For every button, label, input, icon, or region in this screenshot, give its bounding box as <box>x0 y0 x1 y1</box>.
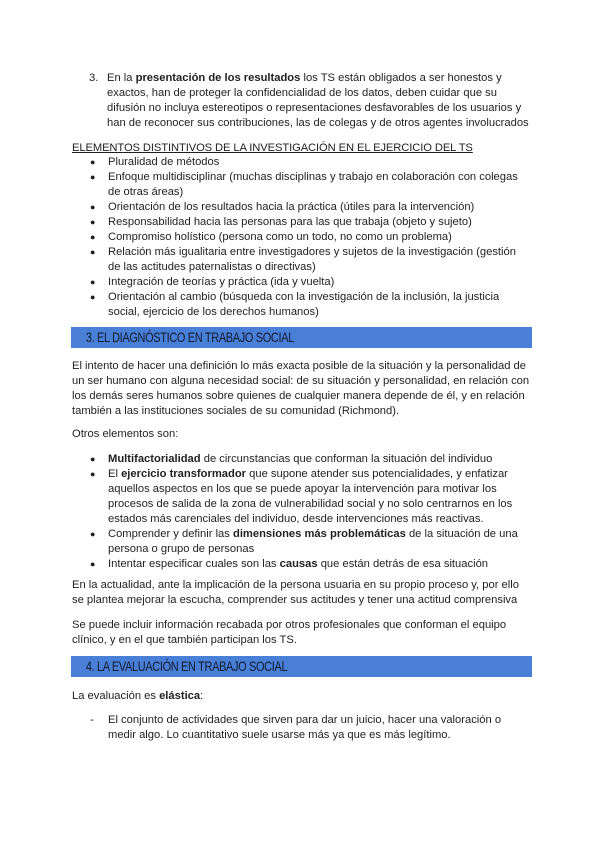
list-item <box>90 557 528 572</box>
item-text-pre: En la <box>107 72 136 84</box>
intro-bold: elástica <box>159 690 201 702</box>
list-item: ● Pluralidad de métodos <box>90 155 528 170</box>
section-4-intro <box>72 689 530 704</box>
evaluacion-list <box>90 713 528 743</box>
li-pre: El <box>108 468 122 480</box>
item-text-post: los TS están obligados a ser honestos y exactos, han de proteger la confidencialidad de los datos, deben cuidar que su difusión no incluya estereotipos o representaciones desfavorables de los usuarios y han de reconocer sus contribuciones, las de colegas y de otros agentes involucrados <box>107 72 529 129</box>
section-3-paragraph-3: Se puede incluir información recabada por otros profesionales que conforman el equipo clínico, y en el que también participan los TS. <box>72 619 507 646</box>
list-item <box>90 527 528 557</box>
numbered-item-3 <box>89 71 529 131</box>
li-bold: causas <box>279 558 318 570</box>
section-3-title: 3. EL DIAGNÓSTICO EN TRABAJO SOCIAL <box>85 329 294 345</box>
list-item: ● Enfoque multidisciplinar (muchas disciplinas y trabajo en colaboración con colegas de otras áreas) <box>90 170 528 200</box>
section-3-paragraph-2: En la actualidad, ante la implicación de la persona usuaria en su propio proceso y, por ello se plantea mejorar la escucha, comprender sus actitudes y tener una actitud comprensiva <box>72 579 519 606</box>
list-item: - El conjunto de actividades que sirven para dar un juicio, hacer una valoración o medir algo. Lo cuantitativo suele usarse más ya que es más legítimo. <box>90 713 528 743</box>
list-item: ● Orientación de los resultados hacia la práctica (útiles para la intervención) <box>90 200 528 215</box>
section-4-header <box>71 656 532 677</box>
li-bold: dimensiones más problemáticas <box>232 528 406 540</box>
list-item: ● Integración de teorías y práctica (ida y vuelta) <box>90 275 528 290</box>
item-number: 3. <box>89 72 99 84</box>
list-item: ● Relación más igualitaria entre investigadores y sujetos de la investigación (gestión de las actitudes paternalistas o directivas) <box>90 245 528 275</box>
li-post: que están detrás de esa situación <box>317 558 489 570</box>
li-bold: Multifactorialidad <box>108 453 201 465</box>
li-pre: Intentar especificar cuales son las <box>108 558 280 570</box>
list-item: ● Responsabilidad hacia las personas para las que trabaja (objeto y sujeto) <box>90 215 528 230</box>
list-item <box>90 452 528 467</box>
item-text <box>107 71 529 131</box>
list-item: ● Compromiso holístico (persona como un todo, no como un problema) <box>90 230 528 245</box>
li-pre: Comprender y definir las <box>108 528 233 540</box>
elementos-heading: ELEMENTOS DISTINTIVOS DE LA INVESTIGACIÓN EN EL EJERCICIO DEL TS <box>72 142 473 154</box>
section-3-intro: El intento de hacer una definición lo más exacta posible de la situación y la personalidad de un ser humano con alguna necesidad social: de su situación y personalidad, en relación con los demás seres humanos sobre quienes de cualquier manera depende de él, y en relación también a las instituciones sociales de su comunidad (Richmond). <box>72 360 530 417</box>
diagnostico-list <box>90 452 528 572</box>
item-text-bold: presentación de los resultados <box>135 72 301 84</box>
li-post: de circunstancias que conforman la situación del individuo <box>200 453 493 465</box>
list-item: ● Orientación al cambio (búsqueda con la investigación de la inclusión, la justicia social, ejercicio de los derechos humanos) <box>90 290 528 320</box>
li-post: de la situación de una persona o grupo de personas <box>108 528 518 555</box>
elementos-list <box>90 155 528 320</box>
otros-elementos-label: Otros elementos son: <box>72 428 179 440</box>
li-post: que supone atender sus potencialidades, y enfatizar aquellos aspectos en los que se puede apoyar la intervención para motivar los procesos de salida de la zona de vulnerabilidad social y no solo centrarnos en los estados más carenciales del individuo, desde intervenciones más reactivas. <box>108 468 513 525</box>
section-4-title: 4. LA EVALUACIÓN EN TRABAJO SOCIAL <box>85 658 288 674</box>
list-item <box>90 467 528 527</box>
intro-pre: La evaluación es <box>72 690 160 702</box>
intro-post: : <box>200 690 204 702</box>
section-3-header <box>71 327 532 348</box>
li-bold: ejercicio transformador <box>121 468 247 480</box>
